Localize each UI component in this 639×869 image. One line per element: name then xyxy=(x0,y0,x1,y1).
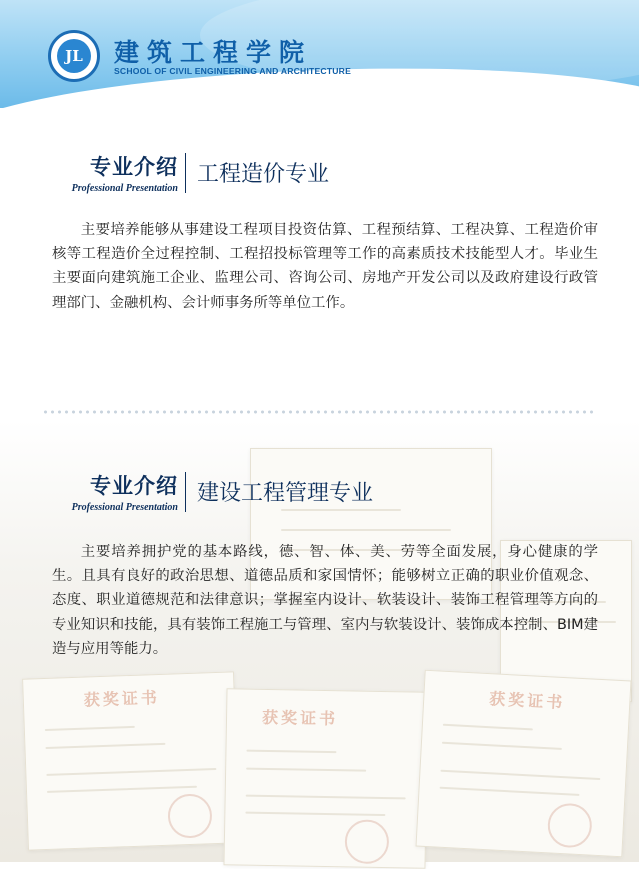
section-title: 建设工程管理专业 xyxy=(197,481,374,506)
certificate-image xyxy=(416,670,632,858)
dotted-divider xyxy=(42,408,597,416)
section-label xyxy=(40,470,178,513)
school-logo xyxy=(48,30,100,82)
section-divider xyxy=(185,472,186,512)
certificate-title: 获奖证书 xyxy=(83,687,161,710)
section-heading xyxy=(40,151,600,201)
certificate-title: 获奖证书 xyxy=(261,707,339,729)
section-title: 工程造价专业 xyxy=(197,162,330,187)
section-label-en: Professional Presentation xyxy=(71,502,178,513)
page-header xyxy=(0,0,639,108)
section-label-cn: 专业介绍 xyxy=(90,154,178,179)
section-label xyxy=(40,151,178,194)
certificate-image xyxy=(223,688,428,868)
certificate-title: 获奖证书 xyxy=(488,689,566,713)
section-divider xyxy=(185,153,186,193)
section-label-en: Professional Presentation xyxy=(71,183,178,194)
logo-mark: JL xyxy=(57,39,91,73)
certificate-image xyxy=(22,671,240,850)
school-name-en: SCHOOL OF CIVIL ENGINEERING AND ARCHITECTURE xyxy=(114,66,352,76)
section-label-cn: 专业介绍 xyxy=(90,473,178,498)
school-name-cn: 建筑工程学院 xyxy=(114,38,313,67)
section-heading xyxy=(40,470,600,520)
section-body: 主要培养拥护党的基本路线，德、智、体、美、劳等全面发展，身心健康的学生。且具有良好的政治思想、道德品质和家国情怀；能够树立正确的职业价值观念、态度、职业道德规范和法律意识；掌握室内设计、软装设计、装饰工程管理等方向的专业知识和技能，具有装饰工程施工与管理、室内与软装设计、装饰成本控制、BIM建造与应用等能力。 xyxy=(52,544,598,657)
section-body: 主要培养能够从事建设工程项目投资估算、工程预结算、工程决算、工程造价审核等工程造价全过程控制、工程招投标管理等工作的高素质技术技能型人才。毕业生主要面向建筑施工企业、监理公司、咨询公司、房地产开发公司以及政府建设行政管理部门、金融机构、会计师事务所等单位工作。 xyxy=(52,222,598,311)
